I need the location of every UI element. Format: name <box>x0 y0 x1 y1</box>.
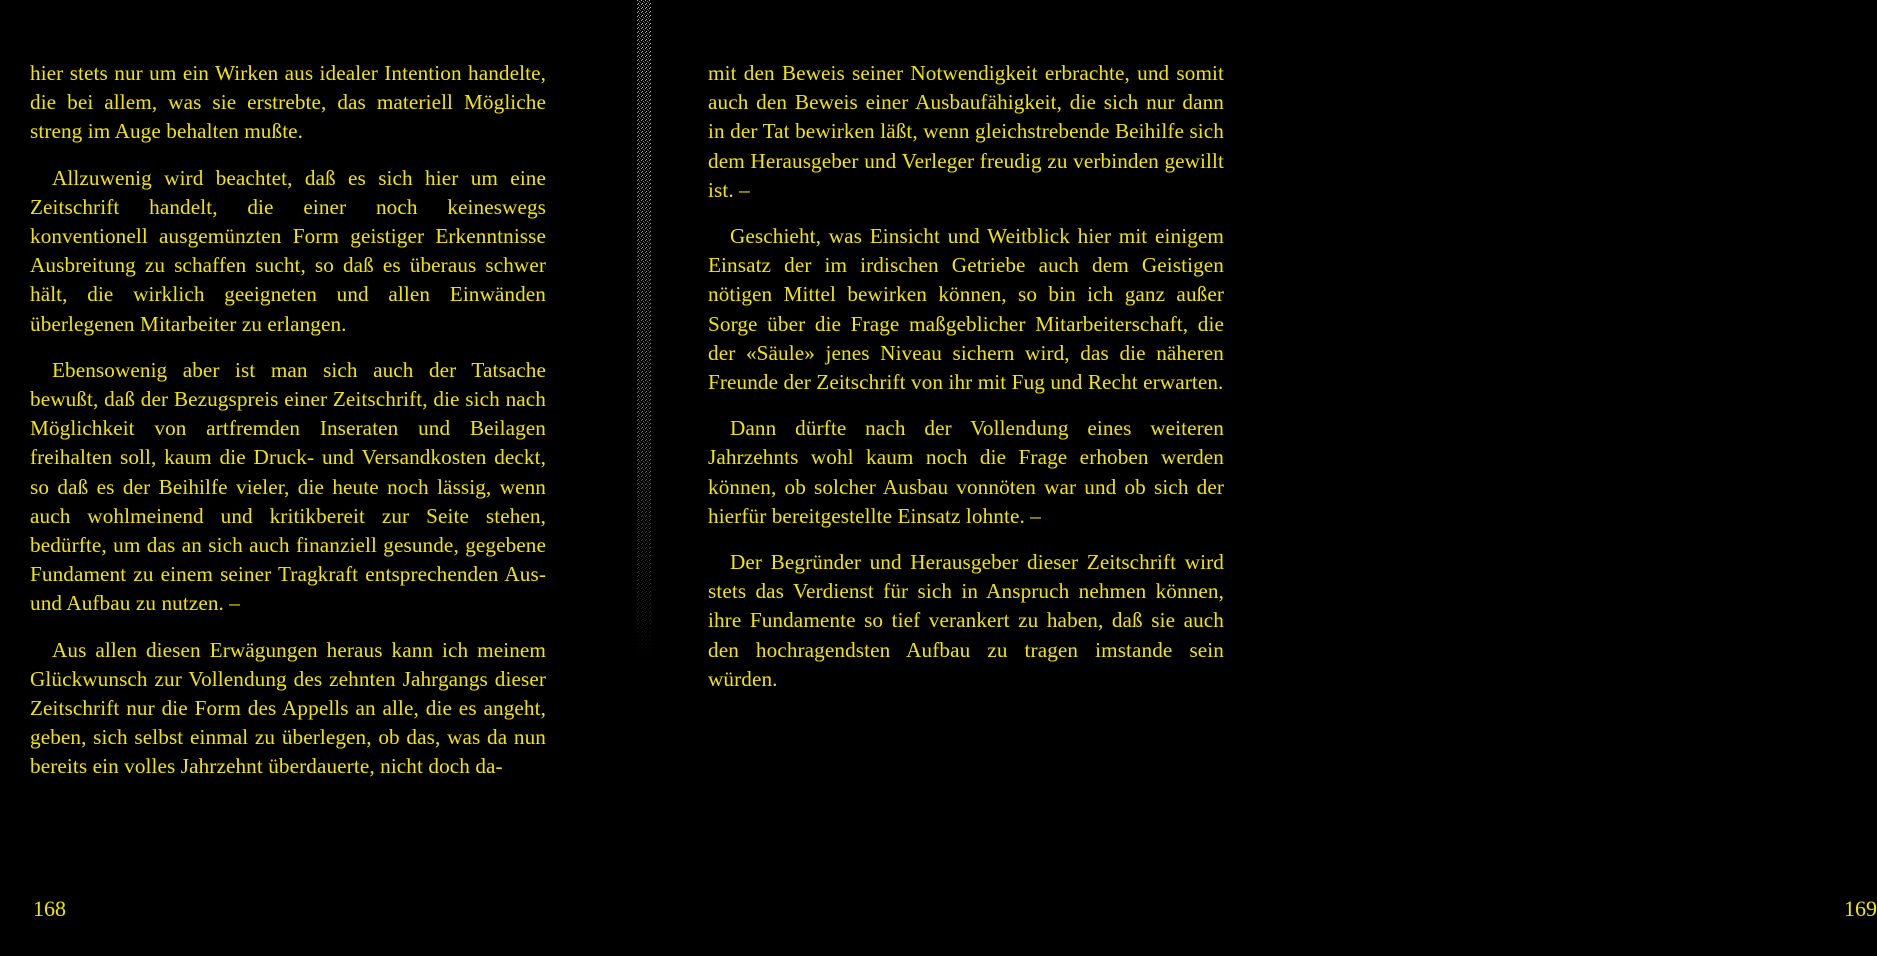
page-number: 168 <box>33 896 66 921</box>
paragraph: Dann dürfte nach der Vollendung eines weiteren Jahrzehnts wohl kaum noch die Frage erhoben werden können, ob solcher Ausbau vonnöten war und ob sich der hierfür bereitgestellte Einsatz lohnte. – <box>708 416 1224 528</box>
paragraph: hier stets nur um ein Wirken aus idealer Intention handelte, die bei allem, was sie erstrebte, das materiell Mögliche streng im Auge behalten mußte. <box>30 61 546 144</box>
paragraph: Ebensowenig aber ist man sich auch der Tatsache bewußt, daß der Bezugspreis einer Zeitschrift, die sich nach Möglichkeit von artfremden Inseraten und Beilagen freihalten soll, kaum die Druck- und Versandkosten deckt, so daß es der Beihilfe vieler, die heute noch lässig, wenn auch wohlmeinend und kritikbereit zur Seite stehen, bedürfte, um das an sich auch finanziell gesunde, gegebene Fundament zu einem seiner Tragkraft entsprechenden Aus- und Aufbau zu nutzen. – <box>30 357 546 616</box>
left-page <box>0 0 640 956</box>
paragraph: Der Begründer und Herausgeber dieser Zeitschrift wird stets das Verdienst für sich in Anspruch nehmen können, ihre Fundamente so tief verankert zu haben, daß sie auch den hochragendsten Aufbau zu tragen imstande sein würden. <box>708 550 1224 691</box>
paragraph: mit den Beweis seiner Notwendigkeit erbrachte, und somit auch den Beweis einer Ausbaufähigkeit, die sich nur dann in der Tat bewirken läßt, wenn gleichstrebende Beihilfe sich dem Herausgeber und Verleger freudig zu verbinden gewillt ist. – <box>708 61 1224 202</box>
paragraph: Allzuwenig wird beachtet, daß es sich hier um eine Zeitschrift handelt, die einer noch keineswegs konventionell ausgemünzten Form geistiger Erkenntnisse Ausbreitung zu schaffen sucht, so daß es überaus schwer hält, die wirklich geeigneten und allen Einwänden überlegenen Mitarbeiter zu erlangen. <box>30 165 546 336</box>
right-page-text <box>708 59 1224 711</box>
paragraph: Aus allen diesen Erwägungen heraus kann ich meinem Glückwunsch zur Vollendung des zehnten Jahrgangs dieser Zeitschrift nur die Form des Appells an alle, die es angeht, geben, sich selbst einmal zu überlegen, ob das, was da nun bereits ein volles Jahrzehnt überdauerte, nicht doch da- <box>30 637 546 779</box>
left-page-text <box>30 59 546 799</box>
page-number: 169 <box>1844 896 1877 921</box>
paragraph: Geschieht, was Einsicht und Weitblick hier mit einigem Einsatz der im irdischen Getriebe auch dem Geistigen nötigen Mittel bewirken können, so bin ich ganz außer Sorge über die Frage maßgeblicher Mitarbeiterschaft, die der «Säule» jenes Niveau sichern wird, das die näheren Freunde der Zeitschrift von ihr mit Fug und Recht erwarten. <box>708 224 1224 395</box>
